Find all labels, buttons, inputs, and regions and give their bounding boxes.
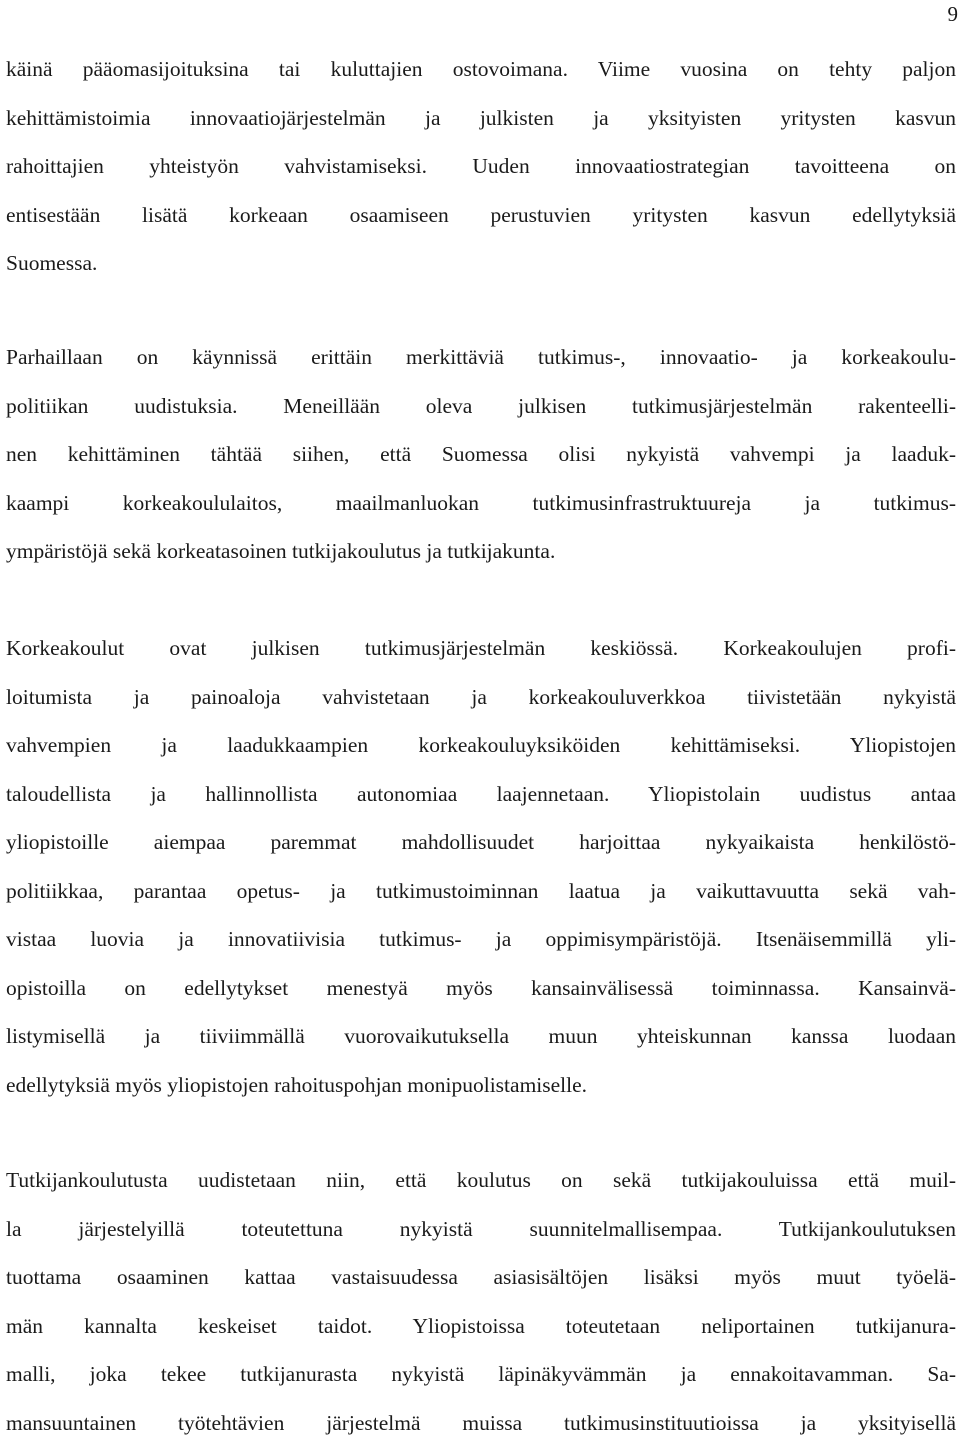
text-line: yliopistoille aiempaa paremmat mahdollisuudet harjoittaa nykyaikaista henkilöstö- <box>6 818 956 867</box>
page-number: 9 <box>948 2 959 26</box>
text-line: malli, joka tekee tutkijanurasta nykyistä läpinäkyvämmän ja ennakoitavamman. Sa- <box>6 1350 956 1399</box>
text-line: politiikan uudistuksia. Meneillään oleva julkisen tutkimusjärjestelmän rakenteelli- <box>6 382 956 431</box>
text-line: mansuuntainen työtehtävien järjestelmä muissa tutkimusinstituutioissa ja yksityisellä <box>6 1399 956 1447</box>
text-line: nen kehittäminen tähtää siihen, että Suomessa olisi nykyistä vahvempi ja laaduk- <box>6 430 956 479</box>
text-line: la järjestelyillä toteutettuna nykyistä suunnitelmallisempaa. Tutkijankoulutuksen <box>6 1205 956 1254</box>
text-line: rahoittajien yhteistyön vahvistamiseksi. Uuden innovaatiostrategian tavoitteena on <box>6 142 956 191</box>
text-line: tuottama osaaminen kattaa vastaisuudessa asiasisältöjen lisäksi myös muut työelä- <box>6 1253 956 1302</box>
text-line: Suomessa. <box>6 239 956 288</box>
text-line: Tutkijankoulutusta uudistetaan niin, että koulutus on sekä tutkijakouluissa että muil- <box>6 1156 956 1205</box>
text-line: vahvempien ja laadukkaampien korkeakouluyksiköiden kehittämiseksi. Yliopistojen <box>6 721 956 770</box>
text-line: opistoilla on edellytykset menestyä myös kansainvälisessä toiminnassa. Kansainvä- <box>6 964 956 1013</box>
text-line: kehittämistoimia innovaatiojärjestelmän ja julkisten ja yksityisten yritysten kasvun <box>6 94 956 143</box>
text-line: entisestään lisätä korkeaan osaamiseen perustuvien yritysten kasvun edellytyksiä <box>6 191 956 240</box>
paragraph-researcher-training <box>6 1156 956 1447</box>
paragraph-policy-reforms <box>6 333 956 576</box>
text-line: Korkeakoulut ovat julkisen tutkimusjärjestelmän keskiössä. Korkeakoulujen profi- <box>6 624 956 673</box>
text-line: edellytyksiä myös yliopistojen rahoituspohjan monipuolistamiselle. <box>6 1061 956 1110</box>
text-line: män kannalta keskeiset taidot. Yliopistoissa toteutetaan neliportainen tutkijanura- <box>6 1302 956 1351</box>
paragraph-universities <box>6 624 956 1109</box>
text-line: politiikkaa, parantaa opetus- ja tutkimustoiminnan laatua ja vaikuttavuutta sekä vah- <box>6 867 956 916</box>
text-line: käinä pääomasijoituksina tai kuluttajien ostovoimana. Viime vuosina on tehty paljon <box>6 45 956 94</box>
text-line: vistaa luovia ja innovatiivisia tutkimus- ja oppimisympäristöjä. Itsenäisemmillä yli- <box>6 915 956 964</box>
text-line: loitumista ja painoaloja vahvistetaan ja korkeakouluverkkoa tiivistetään nykyistä <box>6 673 956 722</box>
paragraph-innovation-funding <box>6 45 956 288</box>
text-line: taloudellista ja hallinnollista autonomiaa laajennetaan. Yliopistolain uudistus antaa <box>6 770 956 819</box>
text-line: Parhaillaan on käynnissä erittäin merkittäviä tutkimus-, innovaatio- ja korkeakoulu- <box>6 333 956 382</box>
text-line: kaampi korkeakoululaitos, maailmanluokan tutkimusinfrastruktuureja ja tutkimus- <box>6 479 956 528</box>
text-line: ympäristöjä sekä korkeatasoinen tutkijakoulutus ja tutkijakunta. <box>6 527 956 576</box>
text-line: listymisellä ja tiiviimmällä vuorovaikutuksella muun yhteiskunnan kanssa luodaan <box>6 1012 956 1061</box>
